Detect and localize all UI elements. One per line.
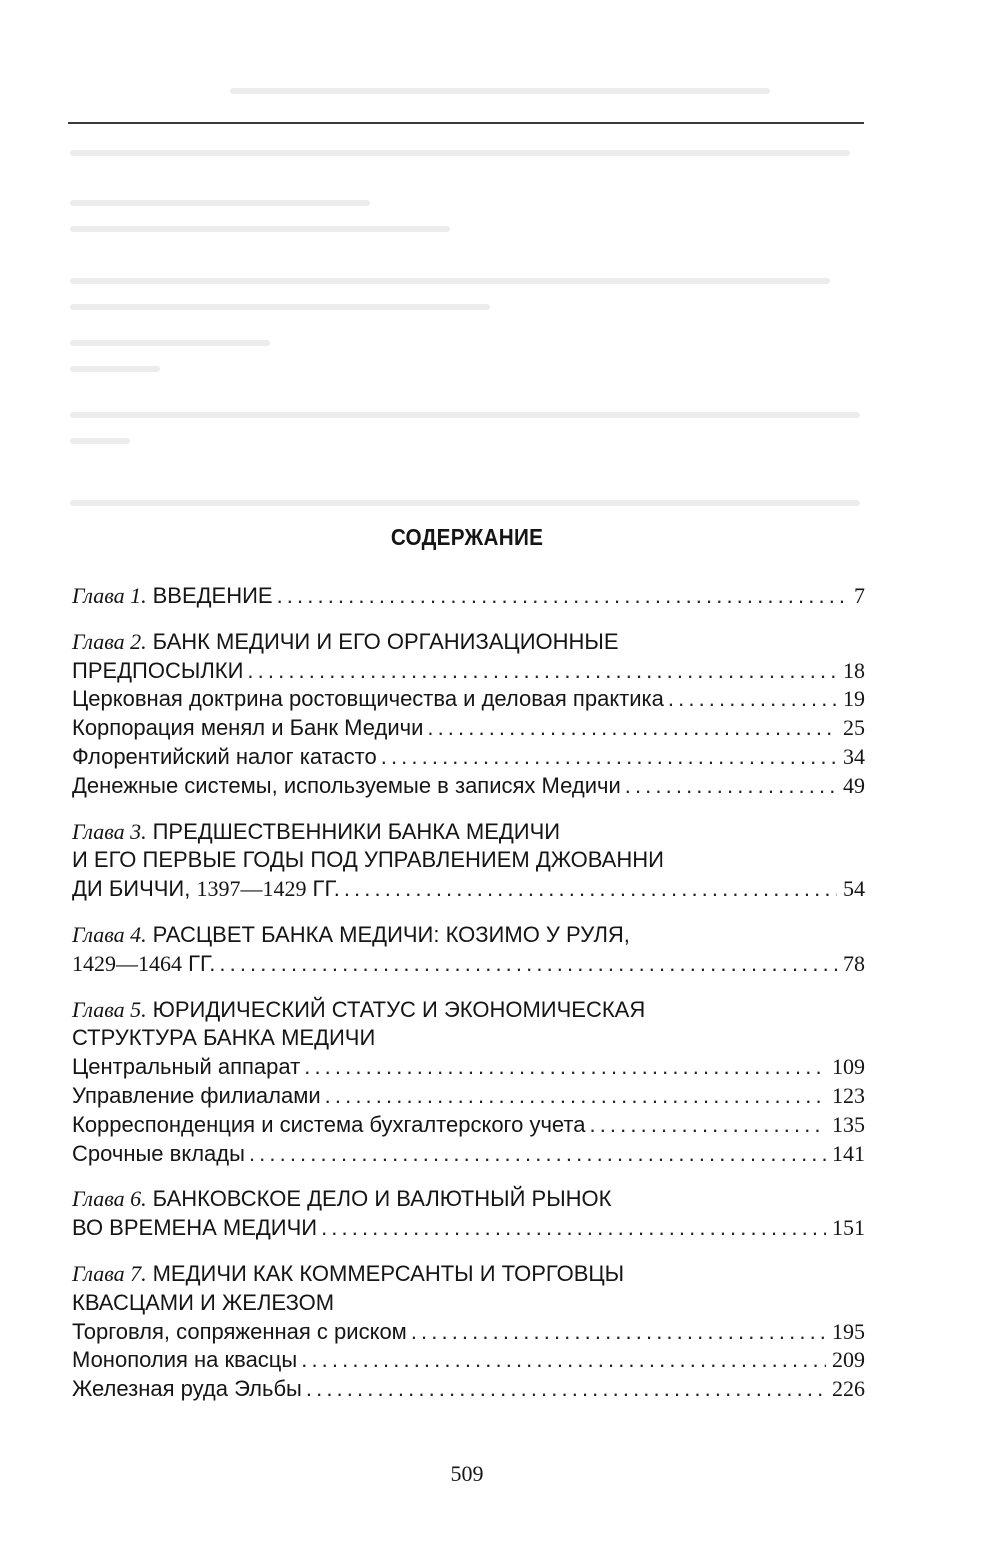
toc-chapter — [72, 1185, 865, 1243]
dot-leader — [325, 1082, 826, 1111]
toc-section-line[interactable] — [72, 1111, 865, 1140]
toc-page-number: 195 — [832, 1318, 865, 1344]
chapter-title-text: ВО ВРЕМЕНА МЕДИЧИ — [72, 1215, 318, 1241]
toc-chapter-line[interactable] — [72, 582, 865, 611]
toc-entry-text — [72, 846, 664, 875]
section-title-text: Срочные вклады — [72, 1140, 245, 1166]
toc-chapter-line[interactable] — [72, 875, 865, 904]
toc-page-number: 151 — [832, 1215, 865, 1241]
dot-leader — [301, 1346, 826, 1375]
toc-entry-text — [72, 582, 273, 611]
chapter-title-text: ПРЕДПОСЫЛКИ — [72, 657, 244, 683]
chapter-years: 1429—1464 — [72, 950, 182, 976]
toc-chapter-line[interactable] — [72, 1024, 865, 1053]
toc-title: СОДЕРЖАНИЕ — [390, 524, 544, 550]
toc-section-line[interactable] — [72, 1053, 865, 1082]
toc-chapter — [72, 996, 865, 1169]
section-title-text: Церковная доктрина ростовщичества и деловая практика — [72, 686, 664, 712]
chapter-label: Глава 1. — [72, 583, 147, 608]
chapter-title-text: БАНК МЕДИЧИ И ЕГО ОРГАНИЗАЦИОННЫЕ — [152, 628, 619, 654]
dot-leader — [277, 582, 848, 611]
chapter-label: Глава 7. — [72, 1260, 147, 1286]
toc-section-line[interactable] — [72, 1346, 865, 1375]
dot-leader — [247, 657, 837, 686]
toc-chapter-line[interactable] — [72, 1289, 865, 1318]
toc-section-line[interactable] — [72, 1375, 865, 1404]
toc-chapter-line[interactable] — [72, 1185, 865, 1214]
toc-entry-text — [72, 996, 645, 1025]
chapter-label: Глава 3. — [72, 818, 147, 844]
toc-entry-text — [72, 950, 215, 979]
chapter-title-text: ЮРИДИЧЕСКИЙ СТАТУС И ЭКОНОМИЧЕСКАЯ — [152, 996, 646, 1022]
toc-page-number: 25 — [843, 715, 865, 741]
toc-chapter-line[interactable] — [72, 1260, 865, 1289]
page-number: 509 — [450, 1461, 484, 1486]
toc-page-number: 19 — [843, 686, 865, 712]
toc-chapter — [72, 582, 865, 611]
chapter-title-text: КВАСЦАМИ И ЖЕЛЕЗОМ — [72, 1289, 335, 1315]
toc-chapter-line[interactable] — [72, 921, 865, 950]
toc-chapter — [72, 628, 865, 801]
section-title-text: Флорентийский налог катасто — [72, 743, 377, 769]
toc-chapter-line[interactable] — [72, 818, 865, 847]
chapter-title-text: БАНКОВСКОЕ ДЕЛО И ВАЛЮТНЫЙ РЫНОК — [152, 1186, 612, 1212]
dot-leader — [219, 950, 837, 979]
table-of-contents — [72, 582, 865, 1421]
chapter-years-suffix: ГГ. — [306, 876, 340, 902]
dot-leader — [321, 1214, 826, 1243]
chapter-label: Глава 4. — [72, 921, 147, 947]
dot-leader — [381, 743, 837, 772]
toc-chapter-line[interactable] — [72, 996, 865, 1025]
toc-section-line[interactable] — [72, 685, 865, 714]
toc-entry-text — [72, 1024, 375, 1053]
toc-entry-text — [72, 1214, 317, 1243]
toc-entry-text — [72, 875, 340, 904]
toc-entry-text — [72, 921, 630, 950]
dot-leader — [427, 714, 837, 743]
toc-chapter-line[interactable] — [72, 846, 865, 875]
toc-page-number: 54 — [843, 876, 865, 902]
chapter-title-text: ПРЕДШЕСТВЕННИКИ БАНКА МЕДИЧИ — [152, 818, 561, 844]
toc-entry-text — [72, 657, 243, 686]
section-title-text: Денежные системы, используемые в записях Медичи — [72, 772, 621, 798]
toc-page-number: 135 — [832, 1111, 865, 1137]
toc-entry-text — [72, 1289, 334, 1318]
toc-chapter-line[interactable] — [72, 657, 865, 686]
toc-chapter-line[interactable] — [72, 1214, 865, 1243]
chapter-title-text: И ЕГО ПЕРВЫЕ ГОДЫ ПОД УПРАВЛЕНИЕМ ДЖОВАННИ — [72, 847, 664, 873]
section-title-text: Торговля, сопряженная с риском — [72, 1318, 407, 1344]
show-through-text — [0, 0, 1000, 520]
dot-leader — [411, 1318, 826, 1347]
chapter-title-text: СТРУКТУРА БАНКА МЕДИЧИ — [72, 1025, 376, 1051]
section-title-text: Корпорация менял и Банк Медичи — [72, 715, 424, 741]
toc-page-number: 7 — [854, 583, 865, 608]
toc-page-number: 109 — [832, 1054, 865, 1080]
toc-entry-text — [72, 628, 619, 657]
toc-page-number: 123 — [832, 1082, 865, 1108]
toc-page-number: 78 — [843, 950, 865, 976]
section-title-text: Центральный аппарат — [72, 1054, 301, 1080]
toc-page-number: 209 — [832, 1347, 865, 1373]
chapter-title-text: ВВЕДЕНИЕ — [152, 583, 273, 608]
chapter-title-text: РАСЦВЕТ БАНКА МЕДИЧИ: КОЗИМО У РУЛЯ, — [152, 921, 630, 947]
dot-leader — [304, 1053, 826, 1082]
toc-chapter-line[interactable] — [72, 628, 865, 657]
section-title-text: Корреспонденция и система бухгалтерского учета — [72, 1111, 586, 1137]
section-title-text: Управление филиалами — [72, 1082, 321, 1108]
chapter-label: Глава 6. — [72, 1186, 147, 1212]
dot-leader — [625, 772, 837, 801]
toc-page-number: 18 — [843, 657, 865, 683]
toc-page-number: 49 — [843, 772, 865, 798]
chapter-title-text: МЕДИЧИ КАК КОММЕРСАНТЫ И ТОРГОВЦЫ — [152, 1260, 625, 1286]
dot-leader — [306, 1375, 826, 1404]
toc-section-line[interactable] — [72, 1140, 865, 1169]
dot-leader — [344, 875, 837, 904]
toc-chapter-line[interactable] — [72, 950, 865, 979]
toc-section-line[interactable] — [72, 1082, 865, 1111]
toc-chapter — [72, 818, 865, 904]
toc-section-line[interactable] — [72, 1318, 865, 1347]
toc-page-number: 226 — [832, 1376, 865, 1402]
toc-entry-text — [72, 1185, 611, 1214]
toc-section-line[interactable] — [72, 743, 865, 772]
dot-leader — [668, 685, 837, 714]
toc-section-line[interactable] — [72, 714, 865, 743]
toc-page-number: 34 — [843, 743, 865, 769]
dot-leader — [249, 1140, 826, 1169]
dot-leader — [589, 1111, 826, 1140]
chapter-title-text: ДИ БИЧЧИ, — [72, 876, 197, 902]
toc-entry-text — [72, 1260, 624, 1289]
chapter-label: Глава 5. — [72, 996, 147, 1022]
section-title-text: Железная руда Эльбы — [72, 1376, 302, 1402]
toc-section-line[interactable] — [72, 772, 865, 801]
toc-page-number: 141 — [832, 1140, 865, 1166]
chapter-years: 1397—1429 — [196, 876, 307, 902]
header-rule — [68, 122, 864, 124]
section-title-text: Монополия на квасцы — [72, 1347, 298, 1373]
toc-chapter — [72, 921, 865, 979]
chapter-years-suffix: ГГ. — [182, 950, 216, 976]
chapter-label: Глава 2. — [72, 628, 147, 654]
toc-entry-text — [72, 818, 560, 847]
toc-chapter — [72, 1260, 865, 1404]
